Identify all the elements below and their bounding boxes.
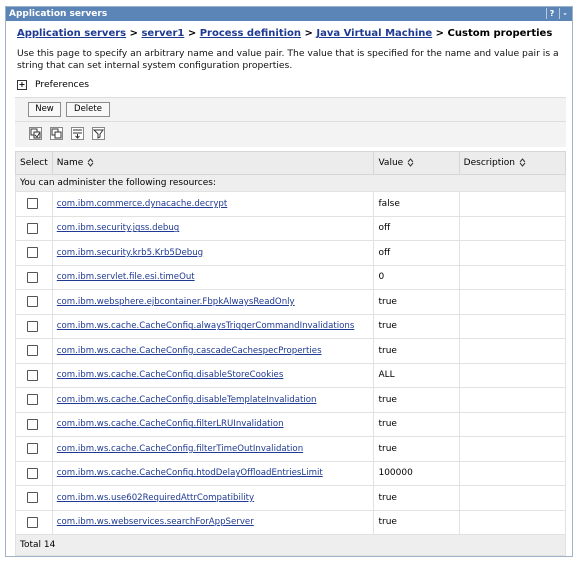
row-checkbox[interactable] [27, 223, 38, 234]
row-name-cell [52, 412, 374, 437]
row-select-cell [16, 290, 53, 315]
new-button[interactable]: New [28, 102, 61, 117]
row-select-cell [16, 486, 53, 511]
row-value-cell: true [374, 510, 459, 535]
row-select-cell [16, 363, 53, 388]
row-description-cell [459, 339, 565, 364]
table-row [16, 314, 566, 339]
table-header-row [16, 152, 566, 175]
property-name-link[interactable]: com.ibm.ws.cache.CacheConfig.filterLRUInvalidation [56, 419, 284, 430]
description-column-header[interactable] [459, 152, 565, 175]
row-name-cell [52, 363, 374, 388]
table-row [16, 290, 566, 315]
row-value-cell: 0 [374, 265, 459, 290]
table-toolbar [15, 121, 566, 147]
row-value-cell: true [374, 388, 459, 413]
row-description-cell [459, 314, 565, 339]
sort-icon [519, 158, 526, 167]
info-text: You can administer the following resources: [16, 175, 566, 192]
row-name-cell [52, 192, 374, 217]
show-filter-icon[interactable] [71, 127, 84, 140]
row-name-cell [52, 241, 374, 266]
breadcrumb-separator: > [129, 28, 138, 39]
name-column-header[interactable] [52, 152, 374, 175]
row-select-cell [16, 241, 53, 266]
preferences-label: Preferences [35, 79, 90, 90]
property-name-link[interactable]: com.ibm.ws.cache.CacheConfig.disableStoreCookies [56, 370, 284, 381]
row-name-cell [52, 461, 374, 486]
row-checkbox[interactable] [27, 321, 38, 332]
table-row [16, 192, 566, 217]
deselect-all-icon[interactable] [50, 127, 63, 140]
table-row [16, 510, 566, 535]
row-value-cell: true [374, 412, 459, 437]
value-column-header[interactable] [374, 152, 459, 175]
row-description-cell [459, 412, 565, 437]
breadcrumb-separator: > [304, 28, 313, 39]
name-header-label: Name [56, 158, 84, 168]
row-name-cell [52, 486, 374, 511]
row-name-cell [52, 339, 374, 364]
row-select-cell [16, 388, 53, 413]
property-name-link[interactable]: com.ibm.ws.cache.CacheConfig.filterTimeOutInvalidation [56, 443, 304, 454]
row-select-cell [16, 412, 53, 437]
row-checkbox[interactable] [27, 517, 38, 528]
row-description-cell [459, 192, 565, 217]
button-bar [15, 97, 566, 121]
row-description-cell [459, 363, 565, 388]
row-description-cell [459, 388, 565, 413]
row-value-cell: ALL [374, 363, 459, 388]
row-name-cell [52, 510, 374, 535]
custom-properties-table [15, 151, 566, 556]
breadcrumb-current: Custom properties [447, 28, 553, 39]
property-name-link[interactable]: com.ibm.ws.webservices.searchForAppServer [56, 517, 254, 528]
breadcrumb-link-server1[interactable]: server1 [141, 28, 185, 39]
row-select-cell [16, 192, 53, 217]
row-value-cell: off [374, 241, 459, 266]
minimize-button[interactable]: - [559, 8, 570, 19]
row-checkbox[interactable] [27, 272, 38, 283]
delete-button[interactable]: Delete [66, 102, 110, 117]
row-name-cell [52, 216, 374, 241]
row-select-cell [16, 265, 53, 290]
row-select-cell [16, 461, 53, 486]
row-name-cell [52, 437, 374, 462]
row-name-cell [52, 388, 374, 413]
row-description-cell [459, 437, 565, 462]
table-row [16, 363, 566, 388]
help-button[interactable]: ? [546, 8, 557, 19]
row-value-cell: false [374, 192, 459, 217]
table-row [16, 388, 566, 413]
property-name-link[interactable]: com.ibm.ws.cache.CacheConfig.disableTemplateInvalidation [56, 394, 317, 405]
page-description: Use this page to specify an arbitrary name and value pair. The value that is specified for the name and value pair is a string that can set internal system configuration properties. [17, 48, 559, 71]
select-all-icon[interactable] [29, 127, 42, 140]
row-description-cell [459, 290, 565, 315]
row-name-cell [52, 314, 374, 339]
panel-titlebar [6, 7, 572, 21]
row-name-cell [52, 290, 374, 315]
row-name-cell [52, 265, 374, 290]
row-description-cell [459, 486, 565, 511]
table-row [16, 339, 566, 364]
info-row [16, 175, 566, 192]
table-row [16, 461, 566, 486]
breadcrumb-link-jvm[interactable]: Java Virtual Machine [316, 28, 433, 39]
preferences-toggle[interactable] [17, 79, 89, 90]
table-row [16, 216, 566, 241]
property-name-link[interactable]: com.ibm.ws.cache.CacheConfig.cascadeCachespecProperties [56, 345, 322, 356]
row-checkbox[interactable] [27, 198, 38, 209]
row-value-cell: true [374, 290, 459, 315]
row-value-cell: true [374, 486, 459, 511]
row-checkbox[interactable] [27, 345, 38, 356]
row-checkbox[interactable] [27, 468, 38, 479]
description-header-label: Description [463, 158, 515, 168]
row-description-cell [459, 461, 565, 486]
breadcrumb [17, 28, 552, 39]
row-value-cell: off [374, 216, 459, 241]
table-row [16, 412, 566, 437]
breadcrumb-link-process-definition[interactable]: Process definition [199, 28, 302, 39]
total-count: Total 14 [16, 535, 566, 556]
row-checkbox[interactable] [27, 419, 38, 430]
table-row [16, 265, 566, 290]
row-checkbox[interactable] [27, 370, 38, 381]
clear-filter-icon[interactable] [92, 127, 105, 140]
row-description-cell [459, 241, 565, 266]
row-select-cell [16, 510, 53, 535]
property-name-link[interactable]: com.ibm.security.jgss.debug [56, 223, 180, 234]
total-row [16, 535, 566, 556]
breadcrumb-separator: > [435, 28, 445, 39]
row-description-cell [459, 216, 565, 241]
breadcrumb-link-application-servers[interactable]: Application servers [17, 28, 127, 39]
row-description-cell [459, 510, 565, 535]
expand-icon: + [18, 79, 26, 89]
row-checkbox[interactable] [27, 492, 38, 503]
row-value-cell: true [374, 437, 459, 462]
row-checkbox[interactable] [27, 394, 38, 405]
property-name-link[interactable]: com.ibm.servlet.file.esi.timeOut [56, 272, 195, 283]
row-value-cell: 100000 [374, 461, 459, 486]
row-value-cell: true [374, 339, 459, 364]
table-row [16, 241, 566, 266]
property-name-link[interactable]: com.ibm.ws.use602RequiredAttrCompatibility [56, 492, 255, 503]
breadcrumb-separator: > [187, 28, 197, 39]
row-select-cell [16, 216, 53, 241]
select-column-header: Select [16, 152, 53, 175]
row-checkbox[interactable] [27, 296, 38, 307]
table-row [16, 437, 566, 462]
table-row [16, 486, 566, 511]
sort-icon [407, 158, 414, 167]
property-name-link[interactable]: com.ibm.ws.cache.CacheConfig.alwaysTriggerCommandInvalidations [56, 321, 355, 332]
property-name-link[interactable]: com.ibm.commerce.dynacache.decrypt [56, 198, 228, 209]
property-name-link[interactable]: com.ibm.ws.cache.CacheConfig.htodDelayOffloadEntriesLimit [56, 468, 323, 479]
row-select-cell [16, 339, 53, 364]
row-checkbox[interactable] [27, 443, 38, 454]
sort-icon [87, 158, 94, 167]
property-name-link[interactable]: com.ibm.websphere.ejbcontainer.FbpkAlwaysReadOnly [56, 296, 295, 307]
panel-title: Application servers [9, 9, 108, 19]
row-value-cell: true [374, 314, 459, 339]
value-header-label: Value [378, 158, 404, 168]
row-select-cell [16, 437, 53, 462]
row-description-cell [459, 265, 565, 290]
row-select-cell [16, 314, 53, 339]
property-name-link[interactable]: com.ibm.security.krb5.Krb5Debug [56, 247, 204, 258]
row-checkbox[interactable] [27, 247, 38, 258]
